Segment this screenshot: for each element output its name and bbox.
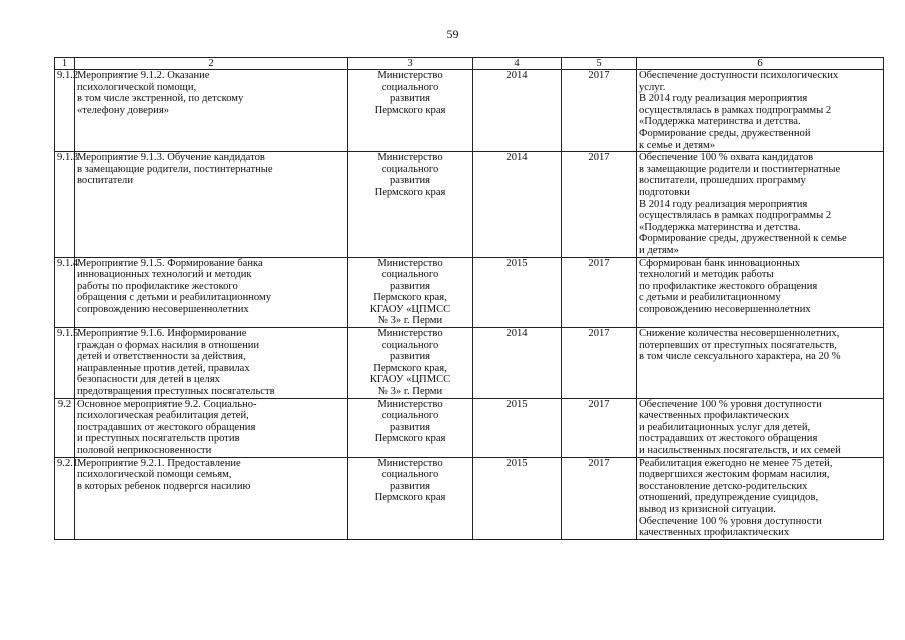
event-description-line: инновационных технологий и методик: [77, 269, 252, 281]
event-description-line: половой неприкосновенности: [77, 445, 212, 456]
expected-result-line: качественных профилактических: [639, 527, 790, 539]
page-number: 59: [446, 27, 459, 41]
expected-result-line: восстановление детско-родительских: [639, 480, 808, 492]
responsible-party: [348, 257, 473, 328]
row-number: 9.1.3: [55, 152, 75, 257]
responsible-party-line: № 3» г. Перми: [377, 315, 443, 327]
event-description-line: детей и ответственности за действия,: [77, 351, 246, 363]
expected-result-line: к семье и детям»: [639, 139, 715, 151]
expected-result: [637, 152, 884, 257]
expected-result-line: «Поддержка материнства и детства.: [639, 116, 801, 128]
event-description-line: психологическая реабилитация детей,: [77, 410, 249, 422]
expected-result-line: Снижение количества несовершеннолетних,: [639, 328, 840, 340]
responsible-party-line: Пермского края,: [373, 292, 447, 304]
responsible-party-line: Пермского края: [374, 433, 446, 445]
event-description-line: Мероприятие 9.1.5. Формирование банка: [77, 257, 263, 269]
expected-result-line: Обеспечение доступности психологических: [639, 70, 839, 81]
event-description-line: психологической помощи,: [77, 81, 197, 93]
table-row: [55, 152, 884, 257]
responsible-party-line: Пермского края: [374, 492, 446, 504]
responsible-party-line: Министерство: [377, 257, 443, 269]
responsible-party-line: Министерство: [377, 328, 443, 340]
event-description-line: в том числе экстренной, по детскому: [77, 93, 244, 105]
start-year: 2015: [473, 457, 562, 539]
event-description: [75, 257, 348, 328]
responsible-party-line: социального: [381, 469, 439, 481]
event-description-line: «телефону доверия»: [77, 104, 169, 116]
event-description-line: в замещающие родители, постинтернатные: [77, 163, 273, 175]
expected-result-line: технологий и методик работы: [639, 269, 774, 281]
responsible-party: [348, 457, 473, 539]
table-row: [55, 398, 884, 457]
column-header: 1: [55, 58, 75, 70]
responsible-party-line: № 3» г. Перми: [377, 386, 443, 398]
end-year: 2017: [562, 457, 637, 539]
event-description: [75, 70, 348, 152]
expected-result-line: Формирование среды, дружественной к семье: [639, 233, 847, 245]
responsible-party-line: Министерство: [377, 398, 443, 410]
event-description-line: Мероприятие 9.1.6. Информирование: [77, 328, 247, 340]
column-header: 5: [562, 58, 637, 70]
event-description-line: предотвращения преступных посягательств: [77, 386, 275, 398]
measures-table: [54, 57, 884, 540]
header-row: [55, 58, 884, 70]
event-description-line: Мероприятие 9.2.1. Предоставление: [77, 457, 241, 469]
column-header: 4: [473, 58, 562, 70]
expected-result-line: Обеспечение 100 % охвата кандидатов: [639, 152, 814, 164]
row-number: 9.2.1: [55, 457, 75, 539]
responsible-party-line: развития: [389, 175, 431, 187]
responsible-party-line: социального: [381, 410, 439, 422]
table-row: [55, 457, 884, 539]
responsible-party-line: Министерство: [377, 70, 443, 81]
start-year: 2015: [473, 398, 562, 457]
expected-result-line: подготовки: [639, 186, 690, 198]
table-row: [55, 70, 884, 152]
event-description-line: работы по профилактике жестокого: [77, 280, 238, 292]
event-description-line: граждан о формах насилия в отношении: [77, 339, 260, 351]
expected-result: [637, 457, 884, 539]
end-year: 2017: [562, 328, 637, 399]
event-description-line: Мероприятие 9.1.2. Оказание: [77, 70, 210, 81]
expected-result-line: Обеспечение 100 % уровня доступности: [639, 515, 822, 527]
responsible-party-line: Министерство: [377, 457, 443, 469]
expected-result-line: осуществлялась в рамках подпрограммы 2: [639, 210, 832, 222]
expected-result-line: воспитатели, прошедших программу: [639, 175, 806, 187]
end-year: 2017: [562, 152, 637, 257]
expected-result-line: «Поддержка материнства и детства.: [639, 221, 801, 233]
event-description-line: и преступных посягательств против: [77, 433, 240, 445]
expected-result-line: и детям»: [639, 244, 679, 256]
expected-result-line: В 2014 году реализация мероприятия: [639, 93, 808, 105]
event-description-line: пострадавших от жестокого обращения: [77, 421, 256, 433]
start-year: 2014: [473, 152, 562, 257]
expected-result: [637, 70, 884, 152]
responsible-party-line: социального: [381, 269, 439, 281]
expected-result-line: Сформирован банк инновационных: [639, 257, 801, 269]
responsible-party-line: социального: [381, 163, 439, 175]
event-description-line: психологической помощи семьям,: [77, 469, 232, 481]
event-description-line: Мероприятие 9.1.3. Обучение кандидатов: [77, 152, 265, 164]
row-number: 9.1.5: [55, 328, 75, 399]
responsible-party-line: Пермского края: [374, 104, 446, 116]
end-year: 2017: [562, 257, 637, 328]
start-year: 2014: [473, 70, 562, 152]
responsible-party: [348, 398, 473, 457]
responsible-party-line: Министерство: [377, 152, 443, 164]
column-header: 2: [75, 58, 348, 70]
expected-result-line: в том числе сексуального характера, на 20 %: [639, 351, 841, 363]
expected-result-line: качественных профилактических: [639, 410, 790, 422]
column-header: 6: [637, 58, 884, 70]
table-row: [55, 257, 884, 328]
row-number: 9.1.2: [55, 70, 75, 152]
event-description-line: безопасности для детей в целях: [77, 374, 220, 386]
event-description: [75, 457, 348, 539]
expected-result-line: и реабилитационных услуг для детей,: [639, 421, 811, 433]
table-row: [55, 328, 884, 399]
event-description-line: обращения с детьми и реабилитационному: [77, 292, 272, 304]
event-description: [75, 398, 348, 457]
responsible-party-line: развития: [389, 421, 431, 433]
responsible-party: [348, 70, 473, 152]
expected-result-line: осуществлялась в рамках подпрограммы 2: [639, 104, 832, 116]
row-number: 9.2: [55, 398, 75, 457]
expected-result-line: потерпевших от преступных посягательств,: [639, 339, 837, 351]
responsible-party-line: Пермского края,: [373, 362, 447, 374]
expected-result-line: Обеспечение 100 % уровня доступности: [639, 398, 822, 410]
expected-result-line: подвергшихся жестоким формам насилия,: [639, 469, 830, 481]
expected-result-line: и насильственных посягательств, и их семей: [639, 445, 841, 456]
responsible-party-line: развития: [389, 93, 431, 105]
expected-result-line: по профилактике жестокого обращения: [639, 280, 818, 292]
expected-result-line: в замещающие родители и постинтернатные: [639, 163, 841, 175]
responsible-party-line: КГАОУ «ЦПМСС: [369, 374, 451, 386]
event-description-line: Основное мероприятие 9.2. Социально-: [77, 398, 257, 410]
responsible-party-line: развития: [389, 280, 431, 292]
table-body: [55, 70, 884, 540]
responsible-party-line: Пермского края: [374, 186, 446, 198]
responsible-party: [348, 152, 473, 257]
responsible-party-line: развития: [389, 480, 431, 492]
responsible-party: [348, 328, 473, 399]
event-description-line: направленные против детей, правилах: [77, 362, 250, 374]
responsible-party-line: развития: [389, 351, 431, 363]
event-description: [75, 152, 348, 257]
expected-result-line: отношений, предупреждение суицидов,: [639, 492, 819, 504]
end-year: 2017: [562, 398, 637, 457]
expected-result-line: вывод из кризисной ситуации.: [639, 503, 776, 515]
start-year: 2015: [473, 257, 562, 328]
event-description: [75, 328, 348, 399]
expected-result-line: с детьми и реабилитационному: [639, 292, 781, 304]
row-number: 9.1.4: [55, 257, 75, 328]
event-description-line: воспитатели: [77, 175, 134, 187]
expected-result: [637, 398, 884, 457]
expected-result-line: услуг.: [639, 81, 666, 93]
expected-result-line: сопровождению несовершеннолетних: [639, 303, 811, 315]
responsible-party-line: КГАОУ «ЦПМСС: [369, 303, 451, 315]
end-year: 2017: [562, 70, 637, 152]
responsible-party-line: социального: [381, 339, 439, 351]
expected-result-line: Формирование среды, дружественной: [639, 127, 811, 139]
expected-result: [637, 257, 884, 328]
event-description-line: в которых ребенок подвергся насилию: [77, 480, 251, 492]
start-year: 2014: [473, 328, 562, 399]
expected-result: [637, 328, 884, 399]
expected-result-line: пострадавших от жестокого обращения: [639, 433, 818, 445]
event-description-line: сопровождению несовершеннолетних: [77, 303, 249, 315]
expected-result-line: В 2014 году реализация мероприятия: [639, 198, 808, 210]
expected-result-line: Реабилитация ежегодно не менее 75 детей,: [639, 457, 833, 469]
responsible-party-line: социального: [381, 81, 439, 93]
column-header: 3: [348, 58, 473, 70]
